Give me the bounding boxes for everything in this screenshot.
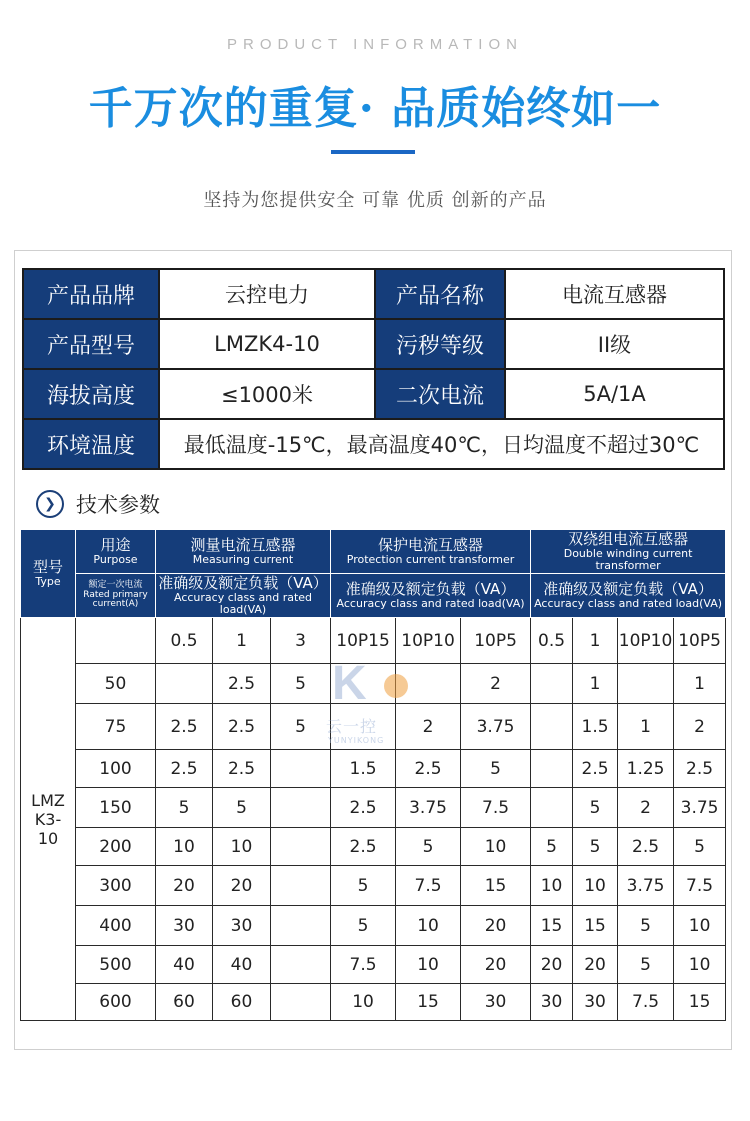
rated-current-header: [76, 574, 156, 618]
value-cell: 60: [213, 984, 271, 1021]
table-row: [21, 984, 726, 1021]
value-cell: 30: [213, 906, 271, 946]
class-cell: 1: [213, 618, 271, 664]
accuracy-header-en: Accuracy class and rated load(VA): [534, 596, 723, 610]
value-cell: 15: [531, 906, 573, 946]
value-cell: 20: [461, 946, 531, 984]
blank-cell: [76, 618, 156, 664]
accuracy-header: [331, 574, 531, 618]
value-cell: 30: [461, 984, 531, 1021]
class-cell: 0.5: [531, 618, 573, 664]
spec-header-row: [21, 530, 726, 574]
value-cell: 5: [396, 828, 461, 866]
value-cell: 10: [156, 828, 213, 866]
value-cell: 2.5: [156, 704, 213, 750]
class-cell: 10P10: [396, 618, 461, 664]
current-cell: 200: [76, 828, 156, 866]
value-cell: 10: [213, 828, 271, 866]
purpose-header-en: Purpose: [93, 552, 138, 566]
value-cell: 7.5: [331, 946, 396, 984]
value-cell: 15: [674, 984, 726, 1021]
value-cell: 15: [461, 866, 531, 906]
current-cell: 50: [76, 664, 156, 704]
table-row: [21, 788, 726, 828]
value-cell: 10: [396, 946, 461, 984]
value-cell: 5: [618, 946, 674, 984]
value-cell: [156, 664, 213, 704]
value-cell: 1: [573, 664, 618, 704]
info-row: [23, 319, 724, 369]
value-cell: [271, 866, 331, 906]
info-key: 产品型号: [23, 319, 159, 369]
rated-current-en: Rated primary current(A): [83, 589, 148, 610]
value-cell: 5: [271, 664, 331, 704]
value-cell: 1: [674, 664, 726, 704]
table-row: [21, 750, 726, 788]
section-title: 技术参数: [76, 493, 160, 517]
info-value: 最低温度-15℃，最高温度40℃，日均温度不超过30℃: [159, 419, 724, 469]
value-cell: 20: [213, 866, 271, 906]
value-cell: [271, 984, 331, 1021]
info-key: 环境温度: [23, 419, 159, 469]
value-cell: [531, 788, 573, 828]
value-cell: 2.5: [213, 704, 271, 750]
accuracy-header-cn: 准确级及额定负载（VA）: [543, 579, 713, 598]
accuracy-header-en: Accuracy class and rated load(VA): [173, 590, 313, 616]
current-cell: 500: [76, 946, 156, 984]
value-cell: 10: [461, 828, 531, 866]
chevron-right-icon: ❯: [36, 490, 64, 518]
current-cell: 75: [76, 704, 156, 750]
value-cell: 2.5: [396, 750, 461, 788]
watermark-name-cn: 云一控: [326, 717, 378, 736]
info-key: 产品名称: [375, 269, 505, 319]
table-row: [21, 946, 726, 984]
value-cell: 7.5: [618, 984, 674, 1021]
value-cell: 5: [531, 828, 573, 866]
value-cell: [618, 664, 674, 704]
info-key: 二次电流: [375, 369, 505, 419]
value-cell: 7.5: [396, 866, 461, 906]
value-cell: 30: [531, 984, 573, 1021]
purpose-header: [76, 530, 156, 574]
value-cell: 2.5: [573, 750, 618, 788]
info-value: II级: [505, 319, 724, 369]
value-cell: 2.5: [331, 788, 396, 828]
value-cell: 10: [573, 866, 618, 906]
value-cell: 5: [674, 828, 726, 866]
value-cell: 1.5: [573, 704, 618, 750]
product-info-table: [22, 268, 725, 470]
value-cell: 5: [331, 906, 396, 946]
protection-header: [331, 530, 531, 574]
table-row: [21, 906, 726, 946]
value-cell: 5: [271, 704, 331, 750]
value-cell: 20: [461, 906, 531, 946]
value-cell: 5: [461, 750, 531, 788]
value-cell: 40: [156, 946, 213, 984]
value-cell: 15: [573, 906, 618, 946]
info-row: [23, 269, 724, 319]
info-row: [23, 369, 724, 419]
headline: 千万次的重复· 品质始终如一: [88, 83, 662, 134]
info-row: [23, 419, 724, 469]
value-cell: 5: [156, 788, 213, 828]
type-header-en: Type: [35, 574, 61, 588]
info-key: 海拔高度: [23, 369, 159, 419]
value-cell: 30: [156, 906, 213, 946]
value-cell: [271, 788, 331, 828]
double-header-cn: 双绕组电流互感器: [568, 529, 689, 548]
value-cell: 3.75: [618, 866, 674, 906]
value-cell: 1: [618, 704, 674, 750]
model-cell: LMZ K3-10: [21, 618, 76, 1021]
value-cell: 10: [674, 906, 726, 946]
watermark-dot: [384, 674, 408, 698]
class-cell: 1: [573, 618, 618, 664]
measuring-header: [156, 530, 331, 574]
value-cell: 5: [573, 828, 618, 866]
value-cell: 40: [213, 946, 271, 984]
value-cell: 60: [156, 984, 213, 1021]
title-underline: [331, 150, 415, 154]
measuring-header-cn: 测量电流互感器: [190, 535, 296, 554]
value-cell: 10: [396, 906, 461, 946]
value-cell: 10: [531, 866, 573, 906]
value-cell: 2: [396, 704, 461, 750]
tagline: 坚持为您提供安全 可靠 优质 创新的产品: [203, 190, 547, 211]
current-cell: 400: [76, 906, 156, 946]
value-cell: [271, 750, 331, 788]
protection-header-cn: 保护电流互感器: [378, 535, 484, 554]
class-cell: 10P15: [331, 618, 396, 664]
value-cell: 2.5: [213, 664, 271, 704]
accuracy-header-cn: 准确级及额定负载（VA）: [158, 573, 328, 592]
table-row: [21, 866, 726, 906]
value-cell: 3.75: [461, 704, 531, 750]
double-header-en: Double winding current transformer: [563, 546, 693, 572]
purpose-header-cn: 用途: [100, 535, 131, 554]
protection-header-en: Protection current transformer: [346, 552, 515, 566]
class-cell: 10P5: [674, 618, 726, 664]
class-cell: 10P5: [461, 618, 531, 664]
info-value: 5A/1A: [505, 369, 724, 419]
spec-subheader-row: [21, 574, 726, 618]
type-header-cn: 型号: [32, 557, 63, 576]
class-cell: 3: [271, 618, 331, 664]
info-value: 云控电力: [159, 269, 375, 319]
value-cell: 20: [156, 866, 213, 906]
value-cell: [271, 828, 331, 866]
value-cell: 2: [461, 664, 531, 704]
value-cell: [531, 704, 573, 750]
value-cell: [271, 946, 331, 984]
value-cell: 2.5: [618, 828, 674, 866]
value-cell: 2.5: [674, 750, 726, 788]
value-cell: 5: [331, 866, 396, 906]
value-cell: 3.75: [396, 788, 461, 828]
class-cell: 0.5: [156, 618, 213, 664]
current-cell: 600: [76, 984, 156, 1021]
value-cell: 1.5: [331, 750, 396, 788]
info-value: LMZK4-10: [159, 319, 375, 369]
value-cell: 5: [618, 906, 674, 946]
info-key: 污秽等级: [375, 319, 505, 369]
watermark-k: K: [332, 657, 367, 710]
info-value: 电流互感器: [505, 269, 724, 319]
value-cell: 2.5: [156, 750, 213, 788]
class-cell: 10P10: [618, 618, 674, 664]
value-cell: [531, 750, 573, 788]
value-cell: 2.5: [213, 750, 271, 788]
current-cell: 300: [76, 866, 156, 906]
value-cell: [271, 906, 331, 946]
value-cell: 20: [573, 946, 618, 984]
value-cell: 7.5: [461, 788, 531, 828]
current-cell: 150: [76, 788, 156, 828]
value-cell: 7.5: [674, 866, 726, 906]
value-cell: 30: [573, 984, 618, 1021]
value-cell: 2.5: [331, 828, 396, 866]
measuring-header-en: Measuring current: [192, 552, 294, 566]
watermark-name-en: YUNYIKONG: [328, 736, 385, 745]
double-header: [531, 530, 726, 574]
table-row: [21, 828, 726, 866]
value-cell: [531, 664, 573, 704]
value-cell: 10: [331, 984, 396, 1021]
value-cell: 5: [573, 788, 618, 828]
value-cell: 1.25: [618, 750, 674, 788]
section-heading: [36, 488, 160, 520]
value-cell: 10: [674, 946, 726, 984]
rated-current-cn: 额定一次电流: [88, 580, 143, 591]
value-cell: 2: [618, 788, 674, 828]
accuracy-header: [156, 574, 331, 618]
info-key: 产品品牌: [23, 269, 159, 319]
info-value: ≤1000米: [159, 369, 375, 419]
eyebrow-text: PRODUCT INFORMATION: [227, 36, 523, 53]
watermark-logo: [322, 652, 422, 752]
current-cell: 100: [76, 750, 156, 788]
accuracy-header: [531, 574, 726, 618]
accuracy-header-en: Accuracy class and rated load(VA): [336, 596, 525, 610]
value-cell: 20: [531, 946, 573, 984]
accuracy-header-cn: 准确级及额定负载（VA）: [345, 579, 516, 598]
value-cell: 2: [674, 704, 726, 750]
value-cell: 3.75: [674, 788, 726, 828]
type-header: [21, 530, 76, 618]
value-cell: 15: [396, 984, 461, 1021]
spec-table: [20, 529, 726, 1021]
value-cell: 5: [213, 788, 271, 828]
